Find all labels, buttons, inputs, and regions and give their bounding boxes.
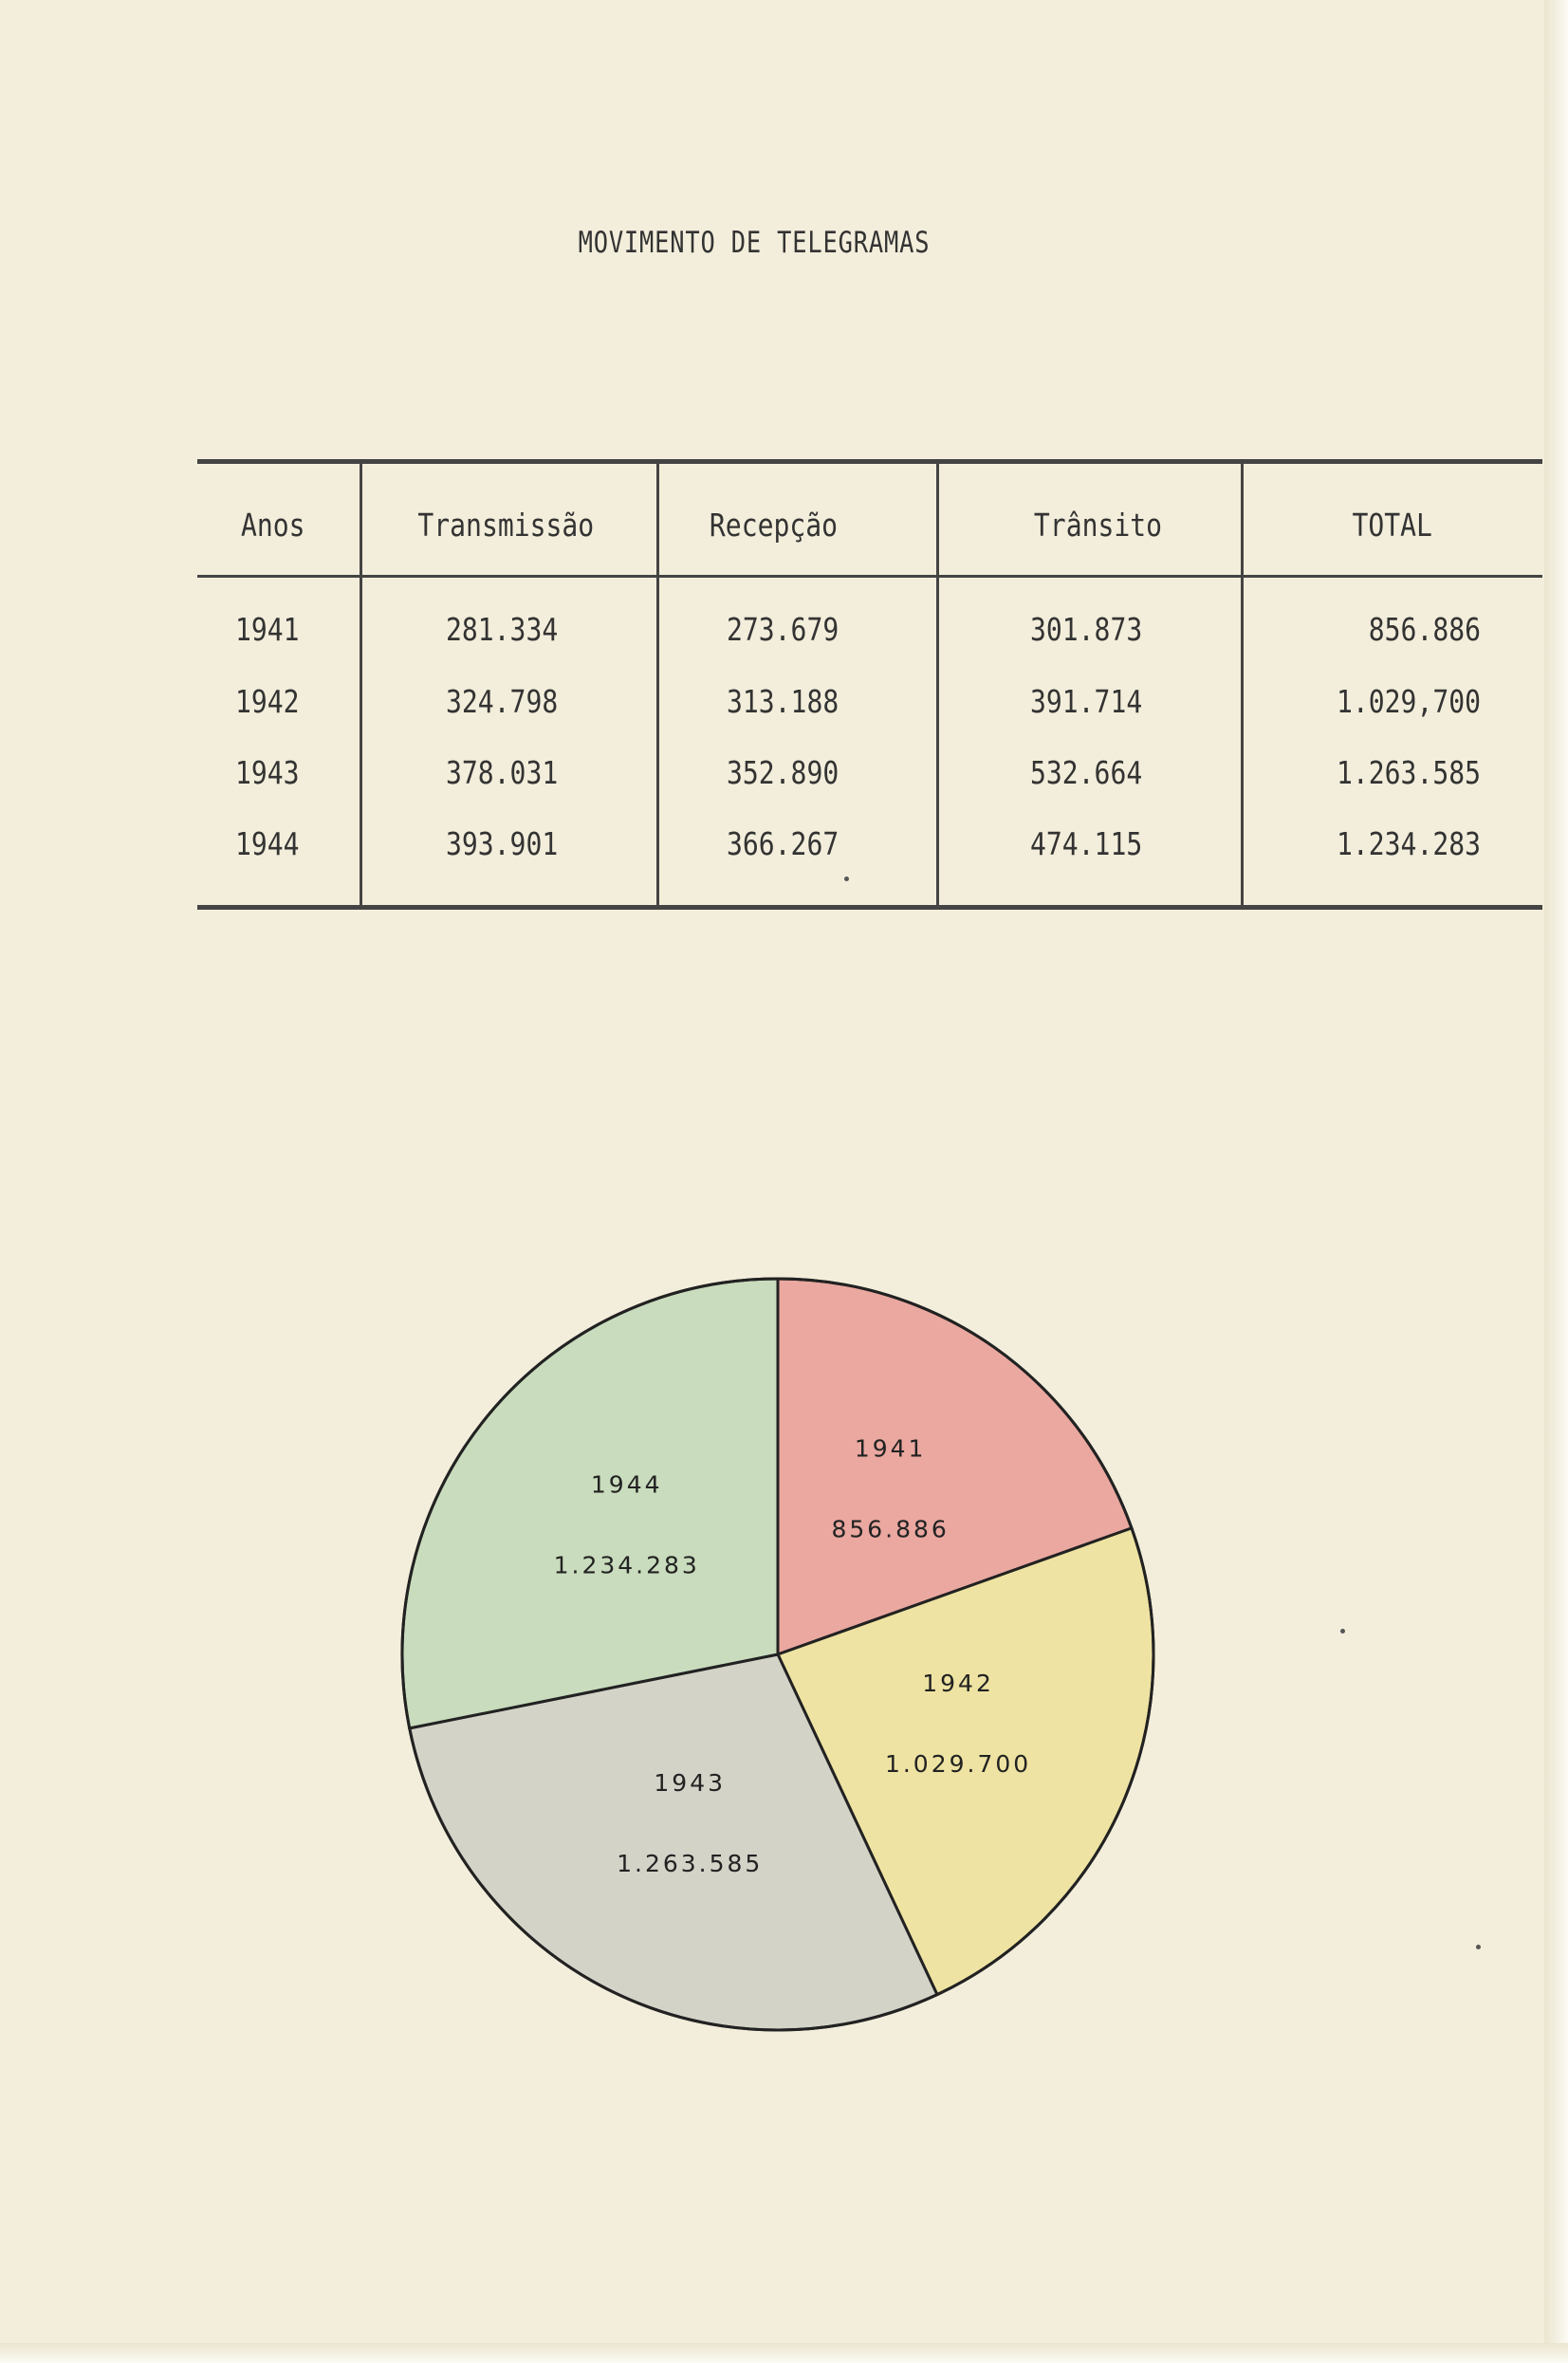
table-cell: 1943 — [235, 754, 300, 791]
pie-label-value: 1.029.700 — [884, 1750, 1032, 1779]
pie-label-value: 1.263.585 — [617, 1849, 764, 1877]
data-table — [197, 459, 1542, 911]
table-cell: 313.188 — [727, 683, 839, 720]
table-cell: 474.115 — [1030, 825, 1143, 862]
table-cell: 1941 — [235, 611, 300, 648]
pie-chart — [398, 1275, 1157, 2034]
pie-chart-svg — [398, 1275, 1157, 2034]
table-cell: 393.901 — [446, 825, 559, 862]
header-recepcao: Recepção — [709, 507, 839, 544]
header-anos: Anos — [240, 507, 305, 544]
header-total: TOTAL — [1352, 507, 1432, 544]
table-cell: 301.873 — [1030, 611, 1143, 648]
table-cell: 281.334 — [446, 611, 559, 648]
table-cell: 352.890 — [727, 754, 839, 791]
table-cell: 1944 — [235, 825, 300, 862]
column-divider — [1241, 459, 1244, 910]
column-divider — [936, 459, 939, 910]
table-cell: 366.267 — [727, 825, 839, 862]
paper-speck — [844, 877, 849, 881]
page-bottom-edge — [0, 2343, 1568, 2363]
table-cell: 378.031 — [446, 754, 559, 791]
pie-label-year: 1941 — [854, 1434, 927, 1463]
pie-slice-1944 — [402, 1279, 778, 1728]
column-divider — [656, 459, 659, 910]
table-cell: 1.234.283 — [1337, 825, 1481, 862]
table-cell: 532.664 — [1030, 754, 1143, 791]
table-header-rule — [197, 575, 1542, 578]
paper-speck — [1476, 1945, 1481, 1949]
pie-label-year: 1942 — [922, 1670, 994, 1698]
table-cell: 1.263.585 — [1337, 754, 1481, 791]
page-edge — [1544, 0, 1568, 2363]
header-transmissao: Transmissão — [417, 507, 595, 544]
table-cell: 1.029,700 — [1337, 683, 1481, 720]
pie-label-value: 856.886 — [831, 1515, 950, 1543]
pie-label-year: 1944 — [590, 1470, 663, 1499]
header-transito: Trânsito — [1033, 507, 1163, 544]
table-top-rule — [197, 459, 1542, 464]
table-cell: 273.679 — [727, 611, 839, 648]
page-title: MOVIMENTO DE TELEGRAMAS — [578, 226, 931, 260]
paper-speck — [1340, 1629, 1345, 1634]
column-divider — [360, 459, 362, 910]
table-bottom-rule — [197, 905, 1542, 910]
table-cell: 1942 — [235, 683, 300, 720]
pie-label-value: 1.234.283 — [553, 1551, 700, 1579]
table-cell: 324.798 — [446, 683, 559, 720]
table-cell: 856.886 — [1368, 611, 1481, 648]
table-cell: 391.714 — [1030, 683, 1143, 720]
pie-label-year: 1943 — [654, 1768, 727, 1797]
